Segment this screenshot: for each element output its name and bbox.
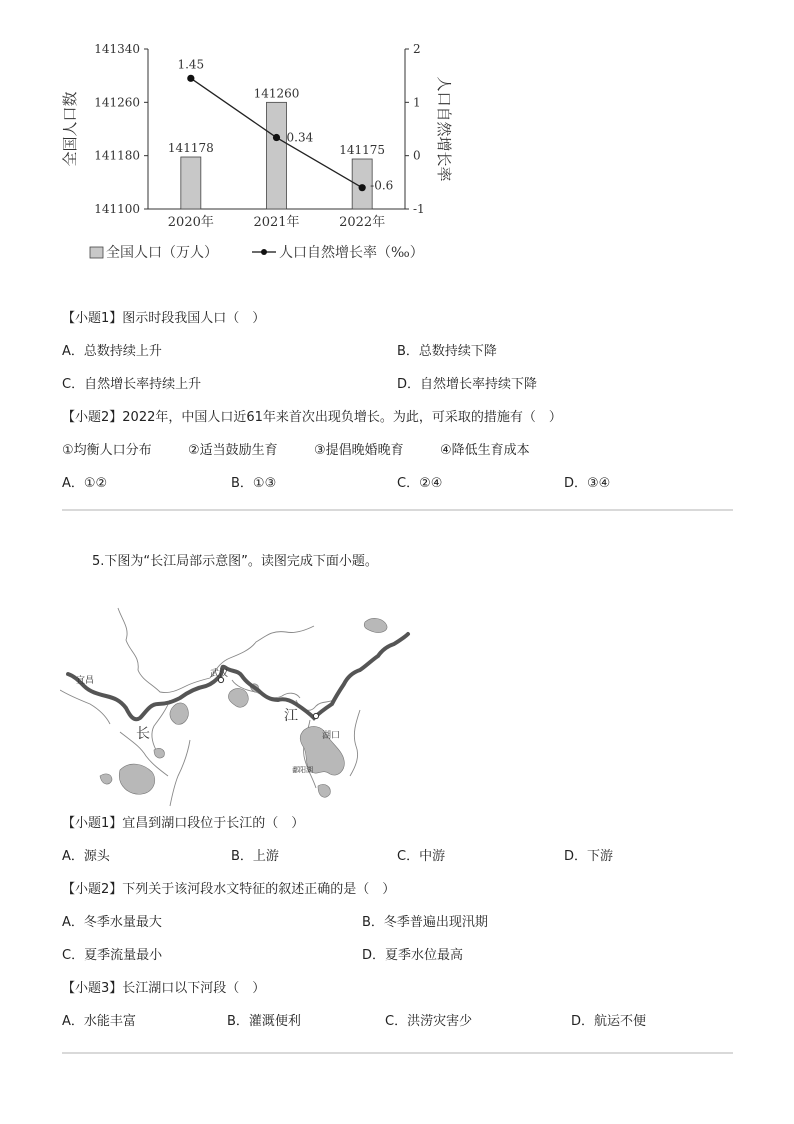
q4-2-option-c[interactable]: C．②④ [397, 476, 443, 491]
population-chart [55, 35, 455, 275]
section-divider-2 [62, 1052, 733, 1054]
line-point [187, 75, 194, 82]
q4-2-option-d[interactable]: D．③④ [564, 476, 611, 491]
q4-2-option-a[interactable]: A．①② [62, 476, 108, 491]
q5-1-option-b[interactable]: B．上游 [231, 849, 279, 864]
right-tick-label: 1 [413, 95, 421, 110]
hukou-marker [313, 713, 318, 718]
legend-bar-label: 全国人口（万人） [106, 245, 218, 261]
bar-label: 141178 [167, 141, 214, 155]
x-tick-label: 2020年 [167, 215, 214, 230]
map-label-hukou: 湖口 [322, 731, 341, 741]
x-tick-label: 2021年 [253, 215, 300, 230]
line-label: 0.34 [286, 130, 314, 145]
section-divider [62, 509, 733, 511]
q4-2-option-b[interactable]: B．①③ [231, 476, 277, 491]
x-tick-label: 2022年 [339, 215, 386, 230]
left-tick-label: 141180 [94, 148, 140, 163]
q5-3-option-a[interactable]: A．水能丰富 [62, 1014, 136, 1029]
chart-legend [90, 245, 424, 261]
legend-line-label: 人口自然增长率（‰） [279, 245, 424, 261]
bar-label: 141260 [253, 86, 300, 101]
q4-1-stem: 【小题1】图示时段我国人口（ ） [62, 311, 266, 326]
q4-1-option-d[interactable]: D．自然增长率持续下降 [397, 377, 538, 392]
q5-3-option-c[interactable]: C．洪涝灾害少 [385, 1014, 473, 1029]
q5-3-option-d[interactable]: D．航运不便 [571, 1014, 647, 1029]
q5-2-option-c[interactable]: C．夏季流量最小 [62, 948, 163, 963]
q5-intro: 5.下图为“长江局部示意图”。读图完成下面小题。 [92, 554, 378, 569]
q4-1-option-c[interactable]: C．自然增长率持续上升 [62, 377, 202, 392]
map-label-yichang: 宜昌 [76, 676, 95, 686]
left-axis-title: 全国人口数 [61, 91, 79, 167]
right-tick-label: -1 [413, 202, 425, 216]
q4-1-option-b[interactable]: B．总数持续下降 [397, 344, 497, 359]
bar [181, 157, 201, 209]
left-tick-label: 141340 [94, 42, 140, 56]
q4-2-item-4: ④降低生育成本 [440, 443, 530, 458]
q5-1-option-a[interactable]: A．源头 [62, 849, 110, 864]
right-tick-label: 0 [413, 148, 421, 163]
q4-1-option-a[interactable]: A．总数持续上升 [62, 344, 162, 359]
yangtze-map [60, 600, 420, 810]
line-label: -0.6 [370, 178, 394, 193]
line-point [273, 134, 280, 141]
q5-3-stem: 【小题3】长江湖口以下河段（ ） [62, 981, 266, 996]
bar [267, 102, 287, 209]
q4-2-stem: 【小题2】2022年，中国人口近61年来首次出现负增长。为此，可采取的措施有（ ） [62, 410, 562, 425]
q5-3-option-b[interactable]: B．灌溉便利 [227, 1014, 301, 1029]
map-label-chang: 长 [136, 726, 150, 742]
q5-2-option-b[interactable]: B．冬季普遍出现汛期 [362, 915, 488, 930]
q4-2-item-2: ②适当鼓励生育 [188, 443, 278, 458]
line-label: 1.45 [177, 57, 205, 72]
q5-2-option-d[interactable]: D．夏季水位最高 [362, 948, 464, 963]
line-point [359, 184, 366, 191]
q5-1-stem: 【小题1】宜昌到湖口段位于长江的（ ） [62, 816, 305, 831]
q5-1-option-d[interactable]: D．下游 [564, 849, 614, 864]
right-axis-title: 人口自然增长率 [435, 76, 453, 182]
bar-label: 141175 [339, 143, 386, 157]
chart-axes [61, 42, 453, 230]
map-label-jiang: 江 [284, 708, 298, 724]
legend-bar-swatch [90, 247, 103, 258]
q4-2-item-1: ①均衡人口分布 [62, 443, 152, 458]
map-label-wuhan: 武汉 [210, 669, 229, 679]
right-tick-label: 2 [413, 42, 421, 56]
bar-series [168, 86, 385, 209]
map-label-poyang: 鄱阳湖 [292, 766, 313, 774]
legend-line-marker [261, 249, 267, 255]
left-tick-label: 141260 [94, 95, 140, 110]
lakes [100, 618, 387, 797]
q5-2-stem: 【小题2】下列关于该河段水文特征的叙述正确的是（ ） [62, 882, 396, 897]
q4-2-item-3: ③提倡晚婚晚育 [314, 443, 404, 458]
left-tick-label: 141100 [94, 202, 140, 216]
q5-1-option-c[interactable]: C．中游 [397, 849, 446, 864]
q5-2-option-a[interactable]: A．冬季水量最大 [62, 915, 162, 930]
